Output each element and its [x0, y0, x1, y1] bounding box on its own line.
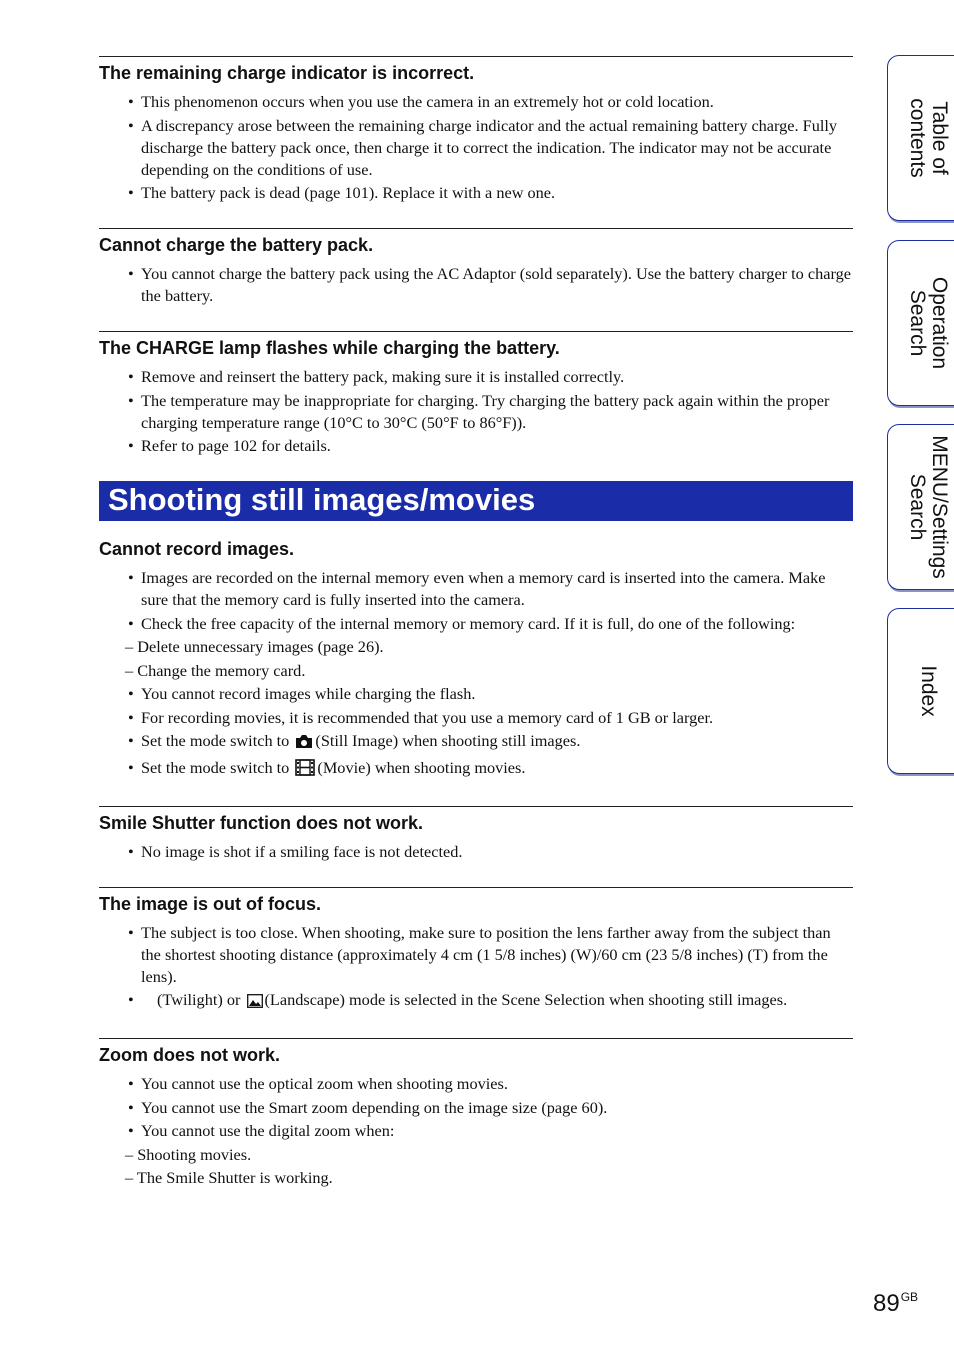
- section-heading: The CHARGE lamp flashes while charging the battery.: [99, 338, 560, 358]
- tab-label: Operation Search: [906, 276, 951, 370]
- list-item: • Images are recorded on the internal memory even when a memory card is inserted into the camera. Make sure that the memory card is fully inserted into the camera.: [128, 568, 826, 609]
- list-item: • The battery pack is dead (page 101). Replace it with a new one.: [128, 183, 556, 202]
- list-item: • A discrepancy arose between the remaining charge indicator and the actual remaining battery charge. Fully discharge the battery pack once, then charge it to correct the indication. The indicator may not be accurate depending on the conditions of use.: [128, 115, 838, 179]
- list-item: • (Twilight) or (Landscape) mode is selected in the Scene Selection when shooting still images.: [128, 989, 853, 1014]
- bullet-list: [99, 366, 853, 457]
- bullet-list: [99, 841, 853, 863]
- section-heading: Smile Shutter function does not work.: [99, 812, 424, 833]
- list-item: • For recording movies, it is recommended that you use a memory card of 1 GB or larger.: [128, 707, 714, 727]
- bullet-list: [99, 567, 853, 782]
- sub-list-item: – The Smile Shutter is working.: [125, 1168, 333, 1187]
- section-zoom: [99, 1038, 853, 1189]
- bullet-list: [99, 1073, 853, 1189]
- list-item: • You cannot record images while charging the flash.: [128, 684, 476, 703]
- section-out-of-focus: [99, 887, 853, 1015]
- list-item: • Set the mode switch to (Still Image) when shooting still images.: [128, 730, 853, 755]
- bullet-list: [99, 263, 853, 307]
- list-item: • The subject is too close. When shooting, make sure to position the lens farther away from the subject than the shortest shooting distance (approximately 4 cm (1 5/8 inches) (W)/60 cm (23 5/8 inches) (T) from the lens).: [128, 922, 831, 986]
- list-item: • This phenomenon occurs when you use the camera in an extremely hot or cold location.: [128, 92, 714, 111]
- camera-icon: [295, 733, 313, 755]
- tab-index[interactable]: [887, 608, 954, 774]
- list-item: • No image is shot if a smiling face is not detected.: [128, 841, 463, 861]
- section-cannot-charge: [99, 228, 853, 307]
- sub-list-item: – Shooting movies.: [125, 1144, 252, 1164]
- page-content: [99, 56, 853, 1213]
- section-smile-shutter: [99, 806, 853, 863]
- tab-table-of-contents[interactable]: [887, 55, 954, 221]
- section-cannot-record: [99, 538, 853, 782]
- list-item: • You cannot use the Smart zoom depending on the image size (page 60).: [128, 1097, 608, 1117]
- bullet-list: [99, 91, 853, 204]
- bullet-list: [99, 922, 853, 1015]
- list-item: • You cannot charge the battery pack using the AC Adaptor (sold separately). Use the battery charger to charge the battery.: [128, 264, 851, 305]
- tab-label: MENU/Settings Search: [906, 435, 951, 579]
- moon-icon: [143, 992, 155, 1014]
- list-item: • You cannot use the digital zoom when:: [128, 1121, 395, 1140]
- section-charge-indicator: [99, 56, 853, 204]
- section-heading: Cannot record images.: [99, 539, 295, 559]
- section-heading: The image is out of focus.: [99, 893, 322, 914]
- section-charge-lamp: [99, 331, 853, 457]
- chapter-title: Shooting still images/movies: [99, 481, 853, 521]
- tab-label: Table of contents: [906, 98, 951, 178]
- list-item: • You cannot use the optical zoom when shooting movies.: [128, 1074, 508, 1093]
- tab-label: Index: [917, 665, 940, 717]
- list-item: • The temperature may be inappropriate for charging. Try charging the battery pack again within the proper charging temperature range (10°C to 30°C (50°F to 86°F)).: [128, 390, 830, 432]
- list-item: • Check the free capacity of the internal memory or memory card. If it is full, do one of the following:: [128, 613, 796, 633]
- tab-operation-search[interactable]: [887, 240, 954, 406]
- section-heading: The remaining charge indicator is incorrect.: [99, 63, 475, 83]
- tab-menu-settings-search[interactable]: [887, 424, 954, 590]
- sub-list-item: – Change the memory card.: [125, 660, 306, 680]
- list-item: • Refer to page 102 for details.: [128, 436, 331, 455]
- section-heading: Cannot charge the battery pack.: [99, 235, 374, 255]
- film-icon: [295, 759, 315, 782]
- list-item: • Remove and reinsert the battery pack, making sure it is installed correctly.: [128, 367, 625, 386]
- page-number: $89^{GB}$: [873, 1290, 919, 1317]
- list-item: • Set the mode switch to (Movie) when shooting movies.: [128, 757, 853, 782]
- section-heading: Zoom does not work.: [99, 1045, 281, 1065]
- landscape-icon: [247, 992, 263, 1014]
- sub-list-item: – Delete unnecessary images (page 26).: [125, 637, 384, 656]
